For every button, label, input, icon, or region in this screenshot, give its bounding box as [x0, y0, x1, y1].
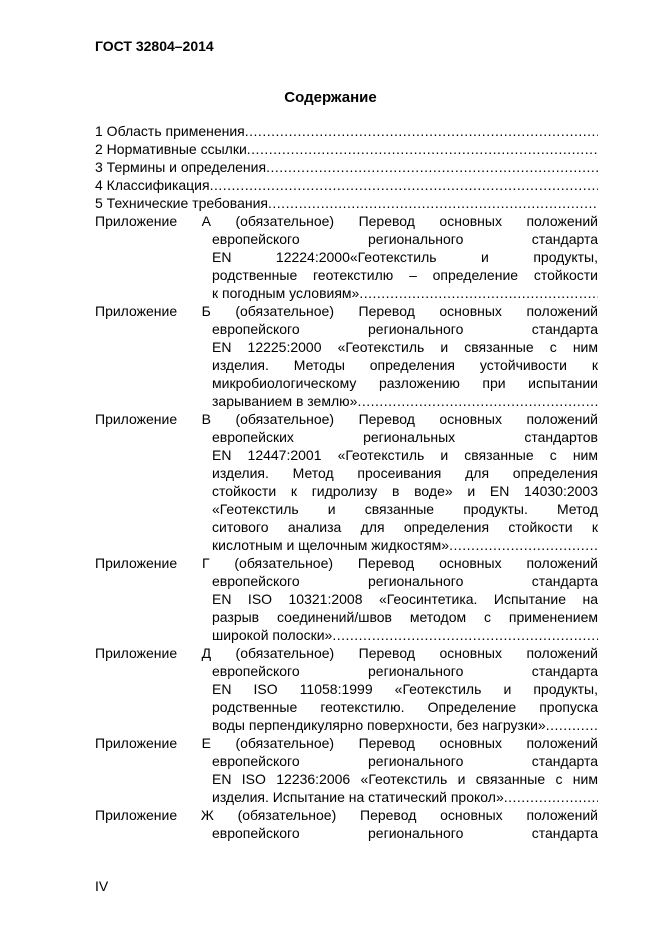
appendix-description	[95, 572, 598, 644]
appendix-last-text: к погодным условиям»	[212, 285, 360, 301]
leader-dots	[359, 284, 598, 302]
appendix-description	[95, 230, 598, 302]
appendix-list	[95, 212, 598, 842]
leader-dots	[245, 122, 598, 140]
appendix-description-line: родственные геотекстилю. Определение пропуска	[212, 699, 598, 715]
appendix-description	[95, 824, 598, 842]
page-title: Содержание	[284, 89, 377, 106]
leader-dots	[546, 716, 598, 734]
appendix-description-line: европейского регионального стандарта	[212, 753, 598, 769]
appendix-description-line: EN 12224:2000«Геотекстиль и продукты,	[212, 249, 598, 265]
leader-dots	[504, 788, 598, 806]
appendix-description-line: микробиологическому разложению при испытании	[212, 375, 598, 391]
toc-item-label: 4 Классификация	[95, 177, 210, 193]
appendix-description-line: разрыв соединений/швов методом с применением	[212, 609, 598, 625]
appendix-last-line	[212, 536, 598, 554]
toc-item[interactable]	[95, 176, 598, 194]
toc-item-label: 2 Нормативные ссылки	[95, 141, 247, 157]
appendix-description-line: европейского регионального стандарта	[212, 573, 598, 589]
appendix-last-line	[212, 626, 598, 644]
appendix-description-line: «Геотекстиль и связанные продукты. Метод	[212, 501, 598, 517]
appendix-last-text: воды перпендикулярно поверхности, без нагрузки»	[212, 717, 546, 733]
toc-item-label: 3 Термины и определения	[95, 159, 267, 175]
appendix-description-line: EN ISO 11058:1999 «Геотекстиль и продукты,	[212, 681, 598, 697]
appendix-last-text: кислотным и щелочным жидкостям»	[212, 537, 450, 553]
toc-item[interactable]	[95, 158, 598, 176]
appendix-description-line: EN ISO 12236:2006 «Геотекстиль и связанные с ним	[212, 771, 598, 787]
appendix-last-text: зарыванием в землю»	[212, 393, 358, 409]
toc-item[interactable]	[95, 140, 598, 158]
appendix-last-text: изделия. Испытание на статический прокол»	[212, 789, 504, 805]
toc-appendix-item[interactable]	[95, 302, 598, 410]
appendix-description-line: EN 12447:2001 «Геотекстиль и связанные с ним	[212, 447, 598, 463]
leader-dots	[247, 140, 598, 158]
appendix-description-line: стойкости к гидролизу в воде» и EN 14030:2003	[212, 483, 598, 499]
toc-appendix-item[interactable]	[95, 554, 598, 644]
toc-appendix-item[interactable]	[95, 806, 598, 842]
leader-dots	[266, 158, 598, 176]
appendix-description-line: изделия. Методы определения устойчивости к	[212, 357, 598, 373]
appendix-heading-line: Приложение Б (обязательное) Перевод основных положений	[95, 303, 598, 319]
appendix-description	[95, 752, 598, 806]
toc-item-label: 5 Технические требования	[95, 195, 269, 211]
appendix-heading-line: Приложение Г (обязательное) Перевод основных положений	[95, 555, 598, 571]
appendix-description-line: европейского регионального стандарта	[212, 663, 598, 679]
appendix-heading-line: Приложение А (обязательное) Перевод основных положений	[95, 213, 598, 229]
leader-dots	[357, 392, 598, 410]
appendix-last-text: широкой полоски»	[212, 627, 333, 643]
appendix-description-line: EN 12225:2000 «Геотекстиль и связанные с ним	[212, 339, 598, 355]
toc-item[interactable]	[95, 194, 598, 212]
appendix-heading-line: Приложение Д (обязательное) Перевод основных положений	[95, 645, 598, 661]
appendix-last-line	[212, 716, 598, 734]
leader-dots	[449, 536, 598, 554]
appendix-heading-line: Приложение Е (обязательное) Перевод основных положений	[95, 735, 598, 751]
leader-dots	[268, 194, 598, 212]
appendix-last-line	[212, 788, 598, 806]
toc-appendix-item[interactable]	[95, 212, 598, 302]
appendix-description	[95, 662, 598, 734]
leader-dots	[210, 176, 598, 194]
appendix-description-line: ситового анализа для определения стойкости к	[212, 519, 598, 535]
appendix-heading-line: Приложение Ж (обязательное) Перевод основных положений	[95, 807, 598, 823]
toc-appendix-item[interactable]	[95, 410, 598, 554]
toc-item-label: 1 Область применения	[95, 123, 245, 139]
appendix-description-line: европейского регионального стандарта	[212, 825, 598, 841]
appendix-description-line: европейского регионального стандарта	[212, 231, 598, 247]
appendix-description	[95, 320, 598, 410]
table-of-contents	[95, 122, 598, 842]
appendix-description-line: EN ISO 10321:2008 «Геосинтетика. Испытание на	[212, 591, 598, 607]
appendix-description-line: изделия. Метод просеивания для определения	[212, 465, 598, 481]
appendix-last-line	[212, 392, 598, 410]
appendix-description	[95, 428, 598, 554]
appendix-description-line: европейских региональных стандартов	[212, 429, 598, 445]
page-number: IV	[95, 878, 109, 894]
toc-item[interactable]	[95, 122, 598, 140]
appendix-heading-line: Приложение В (обязательное) Перевод основных положений	[95, 411, 598, 427]
appendix-description-line: родственные геотекстилю – определение стойкости	[212, 267, 598, 283]
toc-appendix-item[interactable]	[95, 734, 598, 806]
toc-appendix-item[interactable]	[95, 644, 598, 734]
document-code: ГОСТ 32804–2014	[95, 38, 214, 54]
appendix-description-line: европейского регионального стандарта	[212, 321, 598, 337]
leader-dots	[332, 626, 598, 644]
appendix-last-line	[212, 284, 598, 302]
